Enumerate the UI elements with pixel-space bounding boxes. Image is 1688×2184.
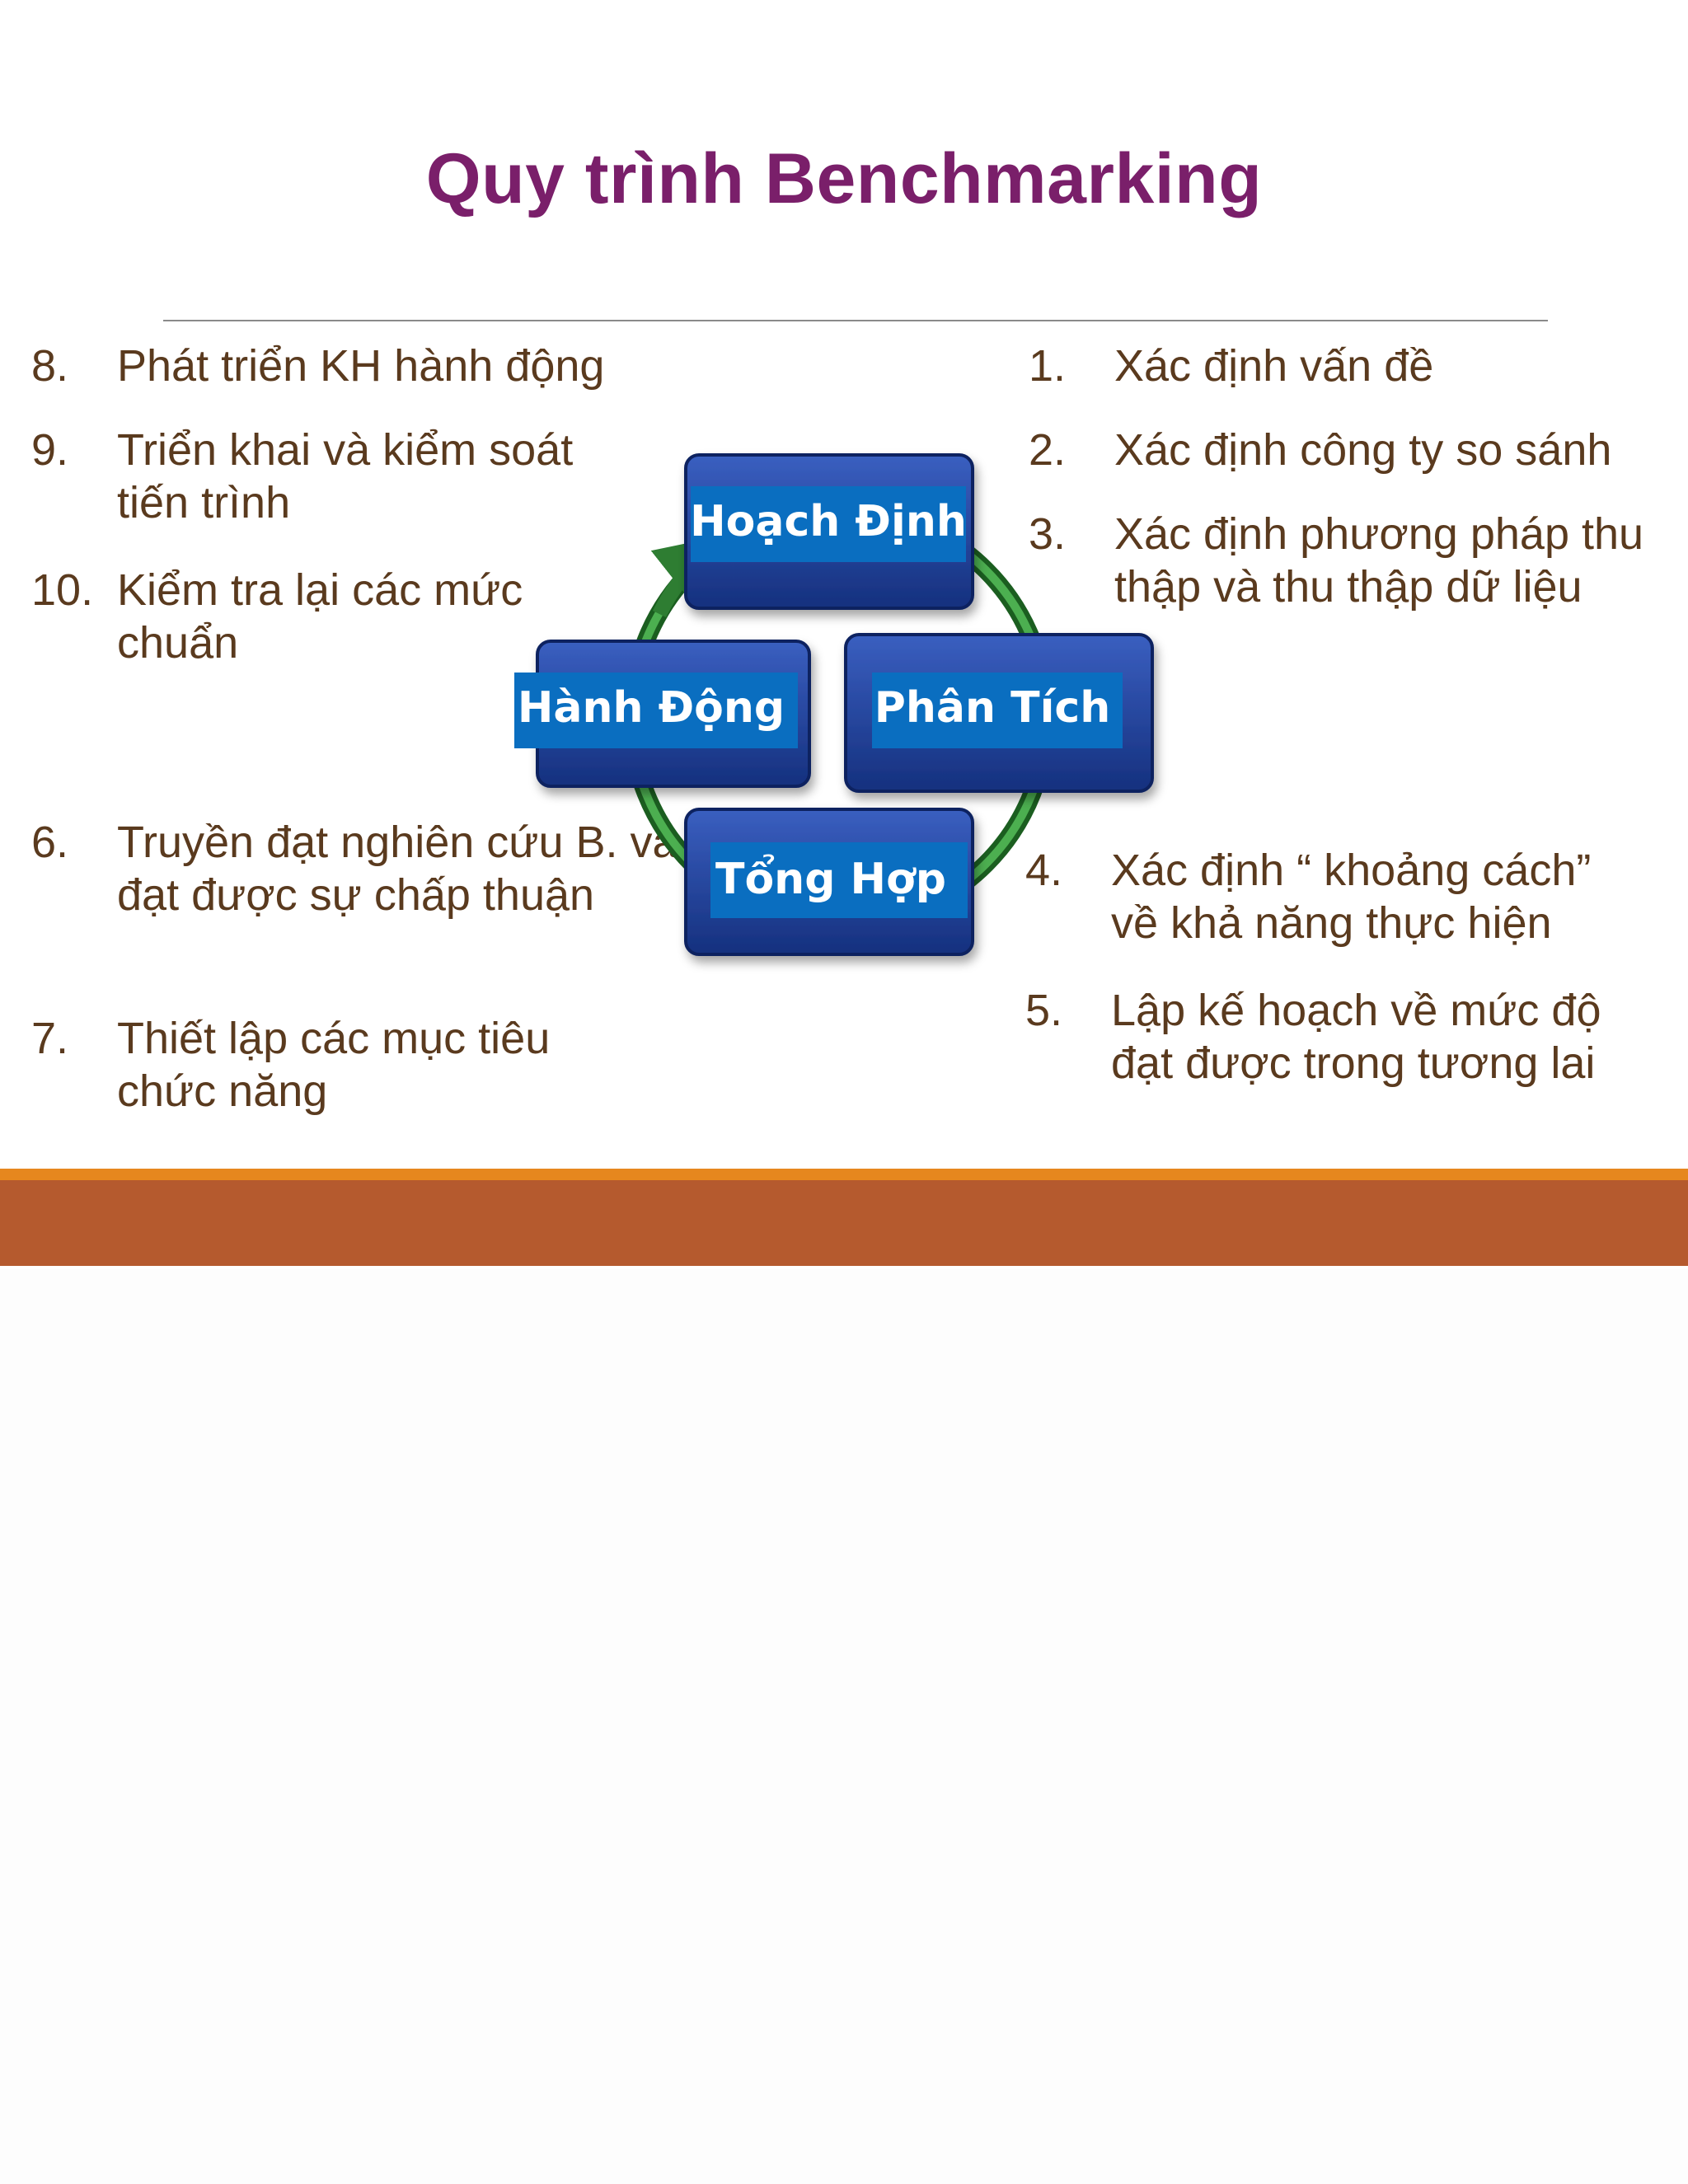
list-item-number: 5. <box>1025 986 1063 1035</box>
list-item-number: 3. <box>1029 509 1067 559</box>
list-item-number: 4. <box>1025 846 1063 895</box>
stage-box-plan <box>686 455 973 608</box>
footer-bar <box>0 1180 1688 1266</box>
list-item-text: Phát triển KH hành động <box>117 341 605 391</box>
list-item-left-7 <box>31 1012 608 1119</box>
list-item-number: 1. <box>1029 341 1067 391</box>
stage-label-plan: Hoạch Định <box>690 497 967 546</box>
list-item-text: Xác định “ khoảng cách” về khả năng thực hiện <box>1111 846 1592 948</box>
list-item-left-8 <box>31 340 658 397</box>
stage-box-analyze <box>846 635 1152 791</box>
list-item-left-10 <box>31 564 575 671</box>
list-item-right-1 <box>1029 340 1672 397</box>
stage-box-act <box>514 641 809 786</box>
list-item-text: Kiểm tra lại các mức chuẩn <box>117 565 523 668</box>
list-item-text: Xác định phương pháp thu thập và thu thập dữ liệu <box>1114 509 1644 612</box>
stage-box-integrate <box>686 809 973 954</box>
list-item-text: Xác định vấn đề <box>1114 341 1434 391</box>
list-item-text: Triển khai và kiểm soát tiến trình <box>117 425 574 527</box>
stage-label-integrate: Tổng Hợp <box>715 855 947 904</box>
footer-accent-line <box>0 1169 1688 1180</box>
list-item-text: Lập kế hoạch về mức độ đạt được trong tương lai <box>1111 986 1601 1088</box>
list-item-number: 7. <box>31 1014 69 1063</box>
list-item-text: Truyền đạt nghiên cứu B. và đạt được sự chấp thuận <box>117 818 678 920</box>
list-item-number: 8. <box>31 341 69 391</box>
list-item-text: Thiết lập các mục tiêu chức năng <box>117 1014 551 1116</box>
list-item-number: 10. <box>31 565 94 615</box>
stage-label-act: Hành Động <box>517 683 785 733</box>
list-item-number: 2. <box>1029 425 1067 475</box>
benchmarking-cycle-diagram <box>495 437 1170 981</box>
stage-label-analyze: Phân Tích <box>874 683 1111 733</box>
title-divider <box>163 320 1548 321</box>
list-item-number: 9. <box>31 425 69 475</box>
list-item-right-5 <box>1025 984 1668 1091</box>
list-item-text: Xác định công ty so sánh <box>1114 425 1612 475</box>
list-item-number: 6. <box>31 818 69 867</box>
slide-title: Quy trình Benchmarking <box>425 139 1263 218</box>
